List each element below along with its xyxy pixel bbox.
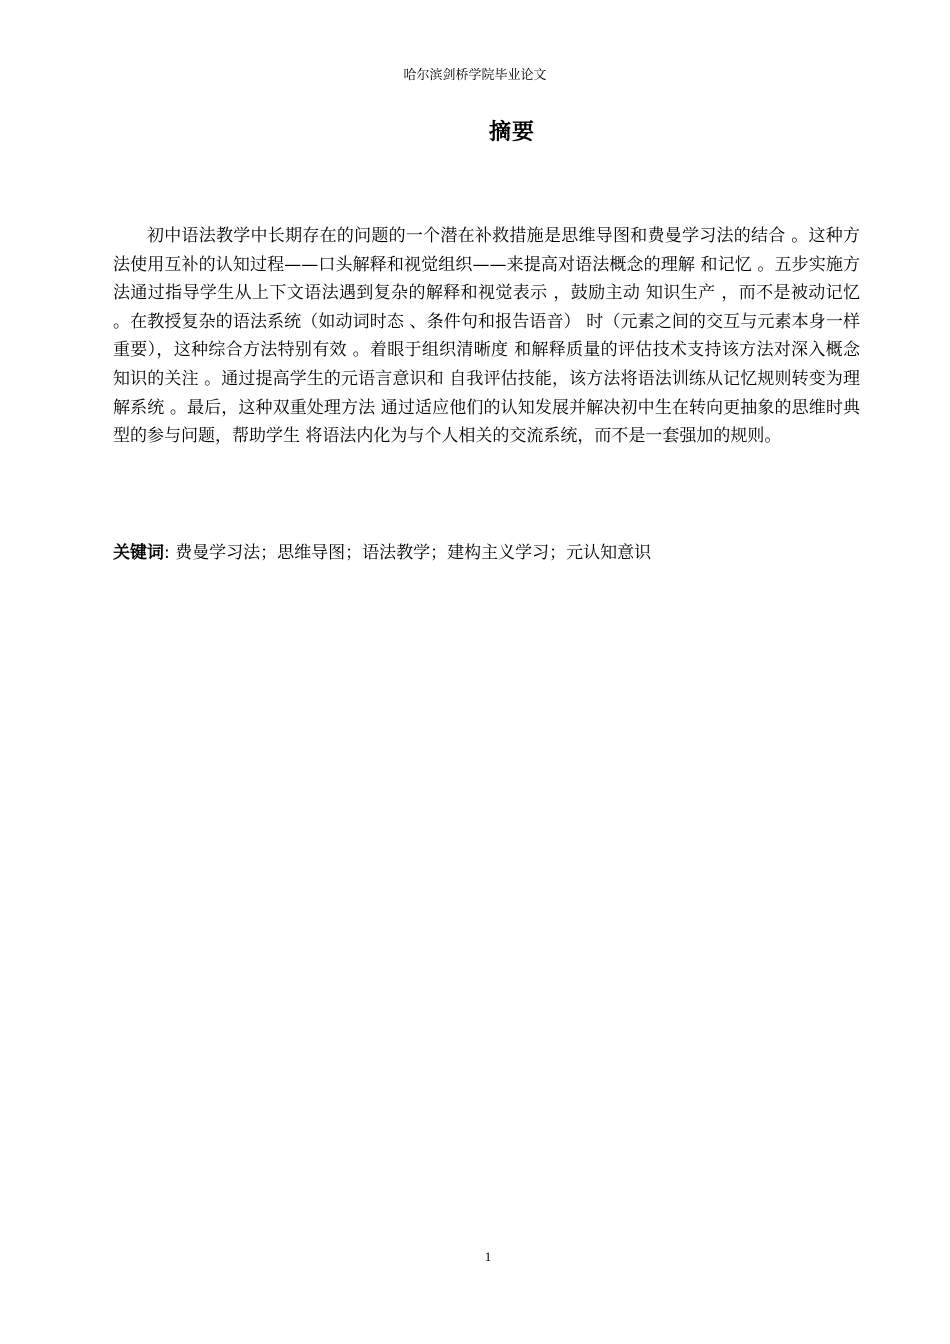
page-number: 1 [484,1249,492,1264]
keywords-list: 费曼学习法；思维导图；语法教学；建构主义学习；元认知意识 [175,543,652,563]
keywords-line [113,539,860,567]
keywords-label: 关键词 [113,543,164,563]
keywords-separator: : [164,543,170,563]
running-header: 哈尔滨剑桥学院毕业论文 [403,68,547,83]
header-divider [113,90,860,91]
abstract-body: 初中语法教学中长期存在的问题的一个潜在补救措施是思维导图和费曼学习法的结合 。这种方法使用互补的认知过程——口头解释和视觉组织——来提高对语法概念的理解 和记忆 。五步实施方法通过指导学生从上下文语法遇到复杂的解释和视觉表示 ，鼓励主动 知识生产 ，而不是被动记忆 。在教授复杂的语法系统（如动词时态 、条件句和报告语音） 时（元素之间的交互与元素本身一样重要），这种综合方法特别有效 。着眼于组织清晰度 和解释质量的评估技术支持该方法对深入概念知识的关注 。通过提高学生的元语言意识和 自我评估技能，该方法将语法训练从记忆规则转变为理解系统 。最后，这种双重处理方法 通过适应他们的认知发展并解决初中生在转向更抽象的思维时典型的参与问题，帮助学生 将语法内化为与个人相关的交流系统，而不是一套强加的规则。 [113,226,860,447]
abstract-title: 摘要 [488,120,535,145]
